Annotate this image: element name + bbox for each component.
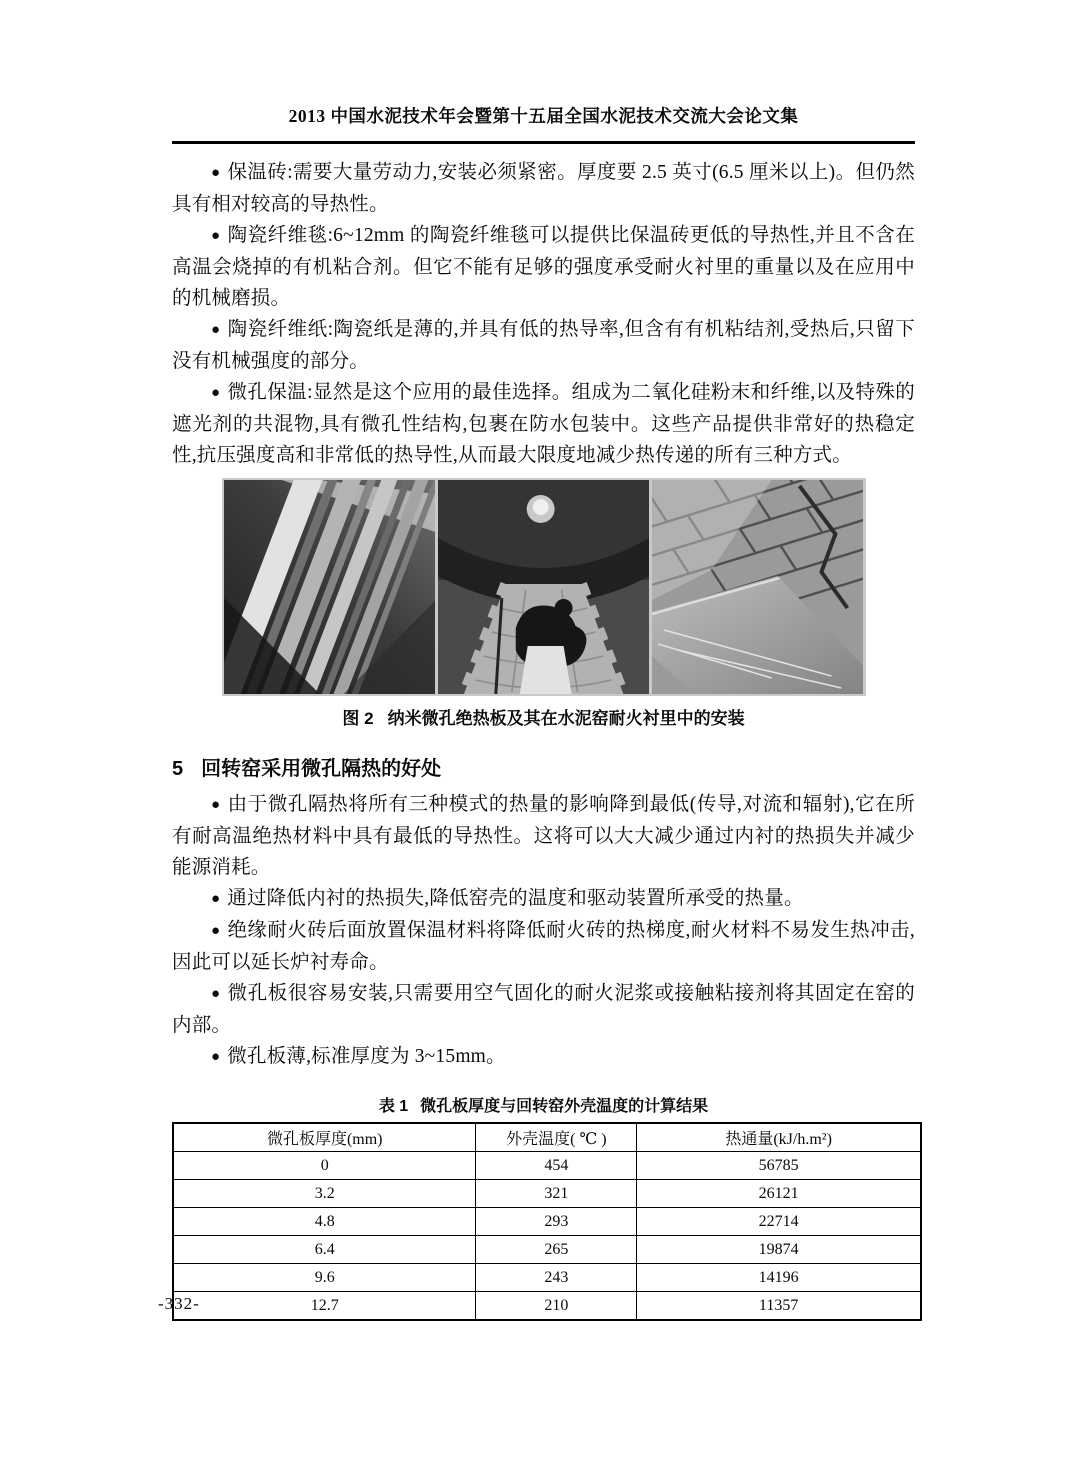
table-caption-text: 微孔板厚度与回转窑外壳温度的计算结果 (420, 1098, 709, 1115)
bullet-icon: ● (211, 891, 221, 907)
figure-photo-strip (222, 478, 866, 696)
figure-caption-text: 纳米微孔绝热板及其在水泥窑耐火衬里中的安装 (387, 709, 745, 728)
cell-thickness: 3.2 (173, 1180, 476, 1208)
table-row (173, 1180, 921, 1208)
table-label: 表 1 (378, 1098, 409, 1115)
page-title: 2013 中国水泥技术年会暨第十五届全国水泥技术交流大会论文集 (288, 106, 799, 126)
table-row (173, 1292, 921, 1321)
refractory-brick-lining-photo (652, 480, 863, 694)
results-table (172, 1122, 922, 1321)
cell-thickness: 9.6 (173, 1264, 476, 1292)
paragraph-text: 微孔保温:显然是这个应用的最佳选择。组成为二氧化硅粉末和纤维,以及特殊的遮光剂的共混物,具有微孔性结构,包裹在防水包装中。这些产品提供非常好的热稳定性,抗压强度高和非常低的热导性,从而最大限度地减少热传递的所有三种方式。 (172, 382, 915, 466)
section-heading (172, 755, 915, 783)
figure-caption (172, 704, 915, 729)
page-number: -332- (158, 1294, 200, 1313)
paragraph-text: 保温砖:需要大量劳动力,安装必须紧密。厚度要 2.5 英寸(6.5 厘米以上)。但仍然具有相对较高的导热性。 (172, 162, 915, 215)
microporous-panel-boards-photo (224, 480, 435, 694)
table-row (173, 1264, 921, 1292)
cell-shell-temp: 321 (476, 1180, 637, 1208)
bullet-icon: ● (211, 165, 221, 181)
cell-shell-temp: 293 (476, 1208, 637, 1236)
table-caption (172, 1093, 915, 1116)
cell-shell-temp: 210 (476, 1292, 637, 1321)
figure-label: 图 2 (342, 709, 374, 728)
table-row (173, 1208, 921, 1236)
cell-heat-flux: 19874 (637, 1236, 921, 1264)
table-header-row (173, 1123, 921, 1152)
cell-heat-flux: 11357 (637, 1292, 921, 1321)
cell-thickness: 12.7 (173, 1292, 476, 1321)
body-text-block (172, 144, 915, 471)
bullet-paragraph (172, 789, 915, 883)
cell-shell-temp: 243 (476, 1264, 637, 1292)
paragraph-text: 陶瓷纤维纸:陶瓷纸是薄的,并具有低的热导率,但含有有机粘结剂,受热后,只留下没有机械强度的部分。 (172, 319, 915, 372)
benefits-list (172, 789, 915, 1073)
cell-heat-flux: 14196 (637, 1264, 921, 1292)
cell-heat-flux: 22714 (637, 1208, 921, 1236)
cell-shell-temp: 265 (476, 1236, 637, 1264)
column-header-heat-flux: 热通量(kJ/h.m²) (637, 1123, 921, 1152)
bullet-icon: ● (211, 385, 221, 401)
paragraph-text: 陶瓷纤维毯:6~12mm 的陶瓷纤维毯可以提供比保温砖更低的导热性,并且不含在高温会烧掉的有机粘合剂。但它不能有足够的强度承受耐火衬里的重量以及在应用中的机械磨损。 (172, 225, 915, 309)
figure-2 (172, 478, 915, 729)
bullet-icon: ● (211, 986, 221, 1002)
cell-thickness: 0 (173, 1152, 476, 1180)
cell-heat-flux: 56785 (637, 1152, 921, 1180)
bullet-paragraph (172, 915, 915, 978)
table-row (173, 1152, 921, 1180)
bullet-paragraph (172, 978, 915, 1041)
column-header-thickness: 微孔板厚度(mm) (173, 1123, 476, 1152)
kiln-interior-image (438, 480, 649, 694)
bullet-icon: ● (211, 1049, 221, 1065)
column-header-shell-temp: 外壳温度( ℃ ) (476, 1123, 637, 1152)
bullet-paragraph (172, 220, 915, 314)
bullet-icon: ● (211, 322, 221, 338)
bullet-paragraph (172, 1041, 915, 1073)
bullet-paragraph (172, 314, 915, 377)
bullet-icon: ● (211, 228, 221, 244)
section-title: 回转窑采用微孔隔热的好处 (201, 758, 442, 780)
bullet-icon: ● (211, 797, 221, 813)
section-number: 5 (172, 758, 184, 780)
cell-shell-temp: 454 (476, 1152, 637, 1180)
bullet-paragraph (172, 377, 915, 471)
cell-thickness: 6.4 (173, 1236, 476, 1264)
table-row (173, 1236, 921, 1264)
bullet-icon: ● (211, 923, 221, 939)
brick-lining-image (652, 480, 863, 694)
bullet-paragraph (172, 157, 915, 220)
page-content (172, 0, 915, 1321)
paragraph-text: 绝缘耐火砖后面放置保温材料将降低耐火砖的热梯度,耐火材料不易发生热冲击,因此可以延长炉衬寿命。 (172, 920, 915, 973)
kiln-interior-lining-installation-photo (438, 480, 649, 694)
paragraph-text: 微孔板薄,标准厚度为 3~15mm。 (227, 1046, 506, 1067)
paragraph-text: 通过降低内衬的热损失,降低窑壳的温度和驱动装置所承受的热量。 (227, 888, 804, 909)
panel-boards-image (224, 480, 435, 694)
cell-heat-flux: 26121 (637, 1180, 921, 1208)
paragraph-text: 由于微孔隔热将所有三种模式的热量的影响降到最低(传导,对流和辐射),它在所有耐高温绝热材料中具有最低的导热性。这将可以大大减少通过内衬的热损失并减少能源消耗。 (172, 794, 915, 878)
cell-thickness: 4.8 (173, 1208, 476, 1236)
bullet-paragraph (172, 883, 915, 915)
paragraph-text: 微孔板很容易安装,只需要用空气固化的耐火泥浆或接触粘接剂将其固定在窑的内部。 (172, 983, 915, 1036)
